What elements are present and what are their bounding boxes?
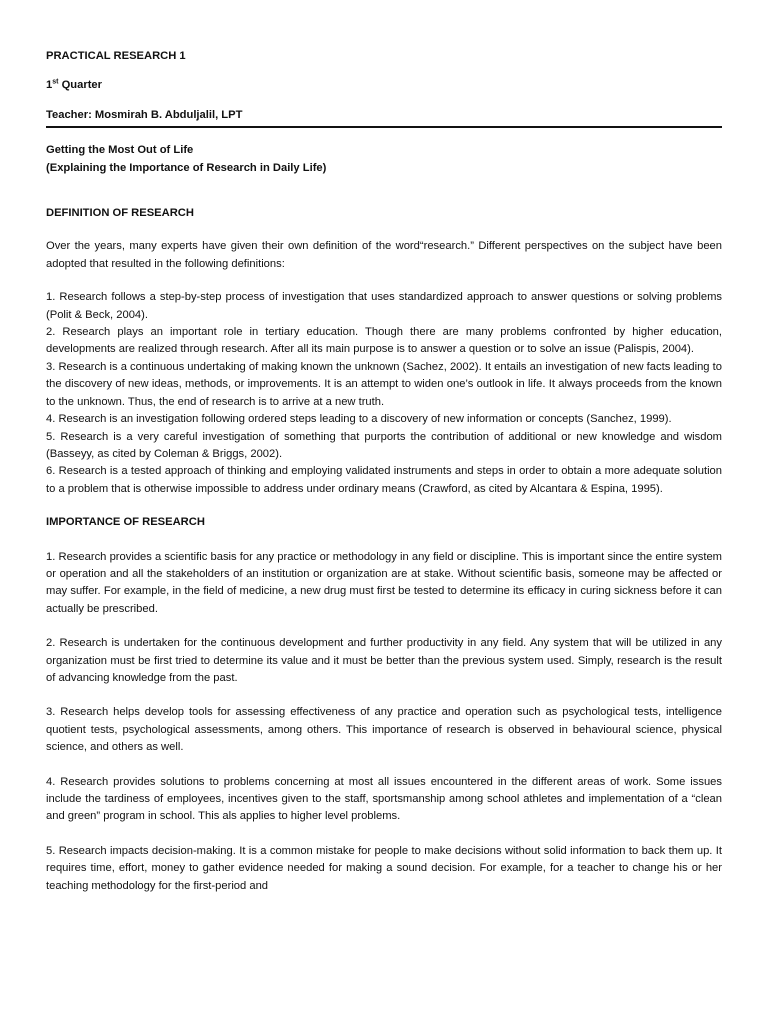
importance-item: 1. Research provides a scientific basis for any practice or methodology in any field or discipline. This is important since the entire system or operation and all the stakeholders of an institution or organization are at stake. Without scientific basis, someone may be affected or may suffer. For example, in the field of medicine, a new drug must first be tested to determine its efficacy in curing sickness before it can actually be prescribed. (46, 550, 722, 615)
definition-item: 5. Research is a very careful investigation of something that purports the contribution of additional or new knowledge and wisdom (Basseyy, as cited by Coleman & Briggs, 2002). (46, 430, 722, 460)
quarter-label (46, 77, 722, 94)
definition-intro: Over the years, many experts have given their own definition of the word“research.” Different perspectives on the subject have been adopted that resulted in the following definitions: (46, 240, 722, 270)
importance-item: 3. Research helps develop tools for assessing effectiveness of any practice and operation such as psychological tests, intelligence quotient tests, psychological assessments, among others. This importance of research is observed in behavioural science, physical science, and others as well. (46, 706, 722, 754)
importance-item: 4. Research provides solutions to problems concerning at most all issues encountered in the different areas of work. Some issues include the tardiness of employees, incentives given to the staff, sportsmanship among school athletes and implementation of a “clean and green” program in school. This als applies to higher level problems. (46, 775, 722, 823)
lesson-title: Getting the Most Out of Life (46, 144, 194, 157)
definition-item: 2. Research plays an important role in tertiary education. Though there are many problems confronted by higher education, developments are realized through research. After all its main purpose is to answer a question or to solve an issue (Palispis, 2004). (46, 326, 722, 356)
lesson-subtitle: (Explaining the Importance of Research in Daily Life) (46, 161, 327, 174)
definition-heading: DEFINITION OF RESEARCH (46, 207, 194, 220)
definition-item: 6. Research is a tested approach of thinking and employing validated instruments and steps in order to obtain a more adequate solution to a problem that is otherwise impossible to address under ordinary means (Crawford, as cited by Alcantara & Espina, 1995). (46, 465, 722, 495)
importance-list (46, 549, 722, 896)
course-title: PRACTICAL RESEARCH 1 (46, 50, 186, 62)
lesson-title-block (46, 142, 722, 177)
quarter-suffix: st (52, 78, 59, 86)
definition-list (46, 289, 722, 498)
quarter-word: Quarter (58, 79, 102, 92)
definition-item: 4. Research is an investigation following ordered steps leading to a discovery of new information or concepts (Sanchez, 1999). (46, 413, 672, 426)
header-divider (46, 126, 722, 128)
definition-item: 3. Research is a continuous undertaking of making known the unknown (Sachez, 2002). It entails an investigation of new facts leading to the discovery of new ideas, methods, or improvements. It is an attempt to widen one’s outlook in life. It always proceeds from the known to the unknown. Thus, the end of research is to arrive at a new truth. (46, 360, 722, 408)
definition-item: 1. Research follows a step-by-step process of investigation that uses standardized approach to answer questions or solving problems (Polit & Beck, 2004). (46, 291, 722, 321)
importance-heading: IMPORTANCE OF RESEARCH (46, 516, 205, 529)
importance-item: 2. Research is undertaken for the continuous development and further productivity in any field. Any system that will be utilized in any organization must be first tried to determine its value and it must be better than the previous system used. Simply, research is the result of advancing knowledge from the past. (46, 637, 722, 684)
teacher-line: Teacher: Mosmirah B. Abduljalil, LPT (46, 108, 243, 121)
quarter-number: 1 (46, 79, 53, 92)
importance-item: 5. Research impacts decision-making. It is a common mistake for people to make decisions without solid information to back them up. It requires time, effort, money to gather evidence needed for making a sound decision. For example, for a teacher to change his or her teaching methodology for the first-period and (46, 844, 722, 892)
document-page (46, 48, 722, 895)
